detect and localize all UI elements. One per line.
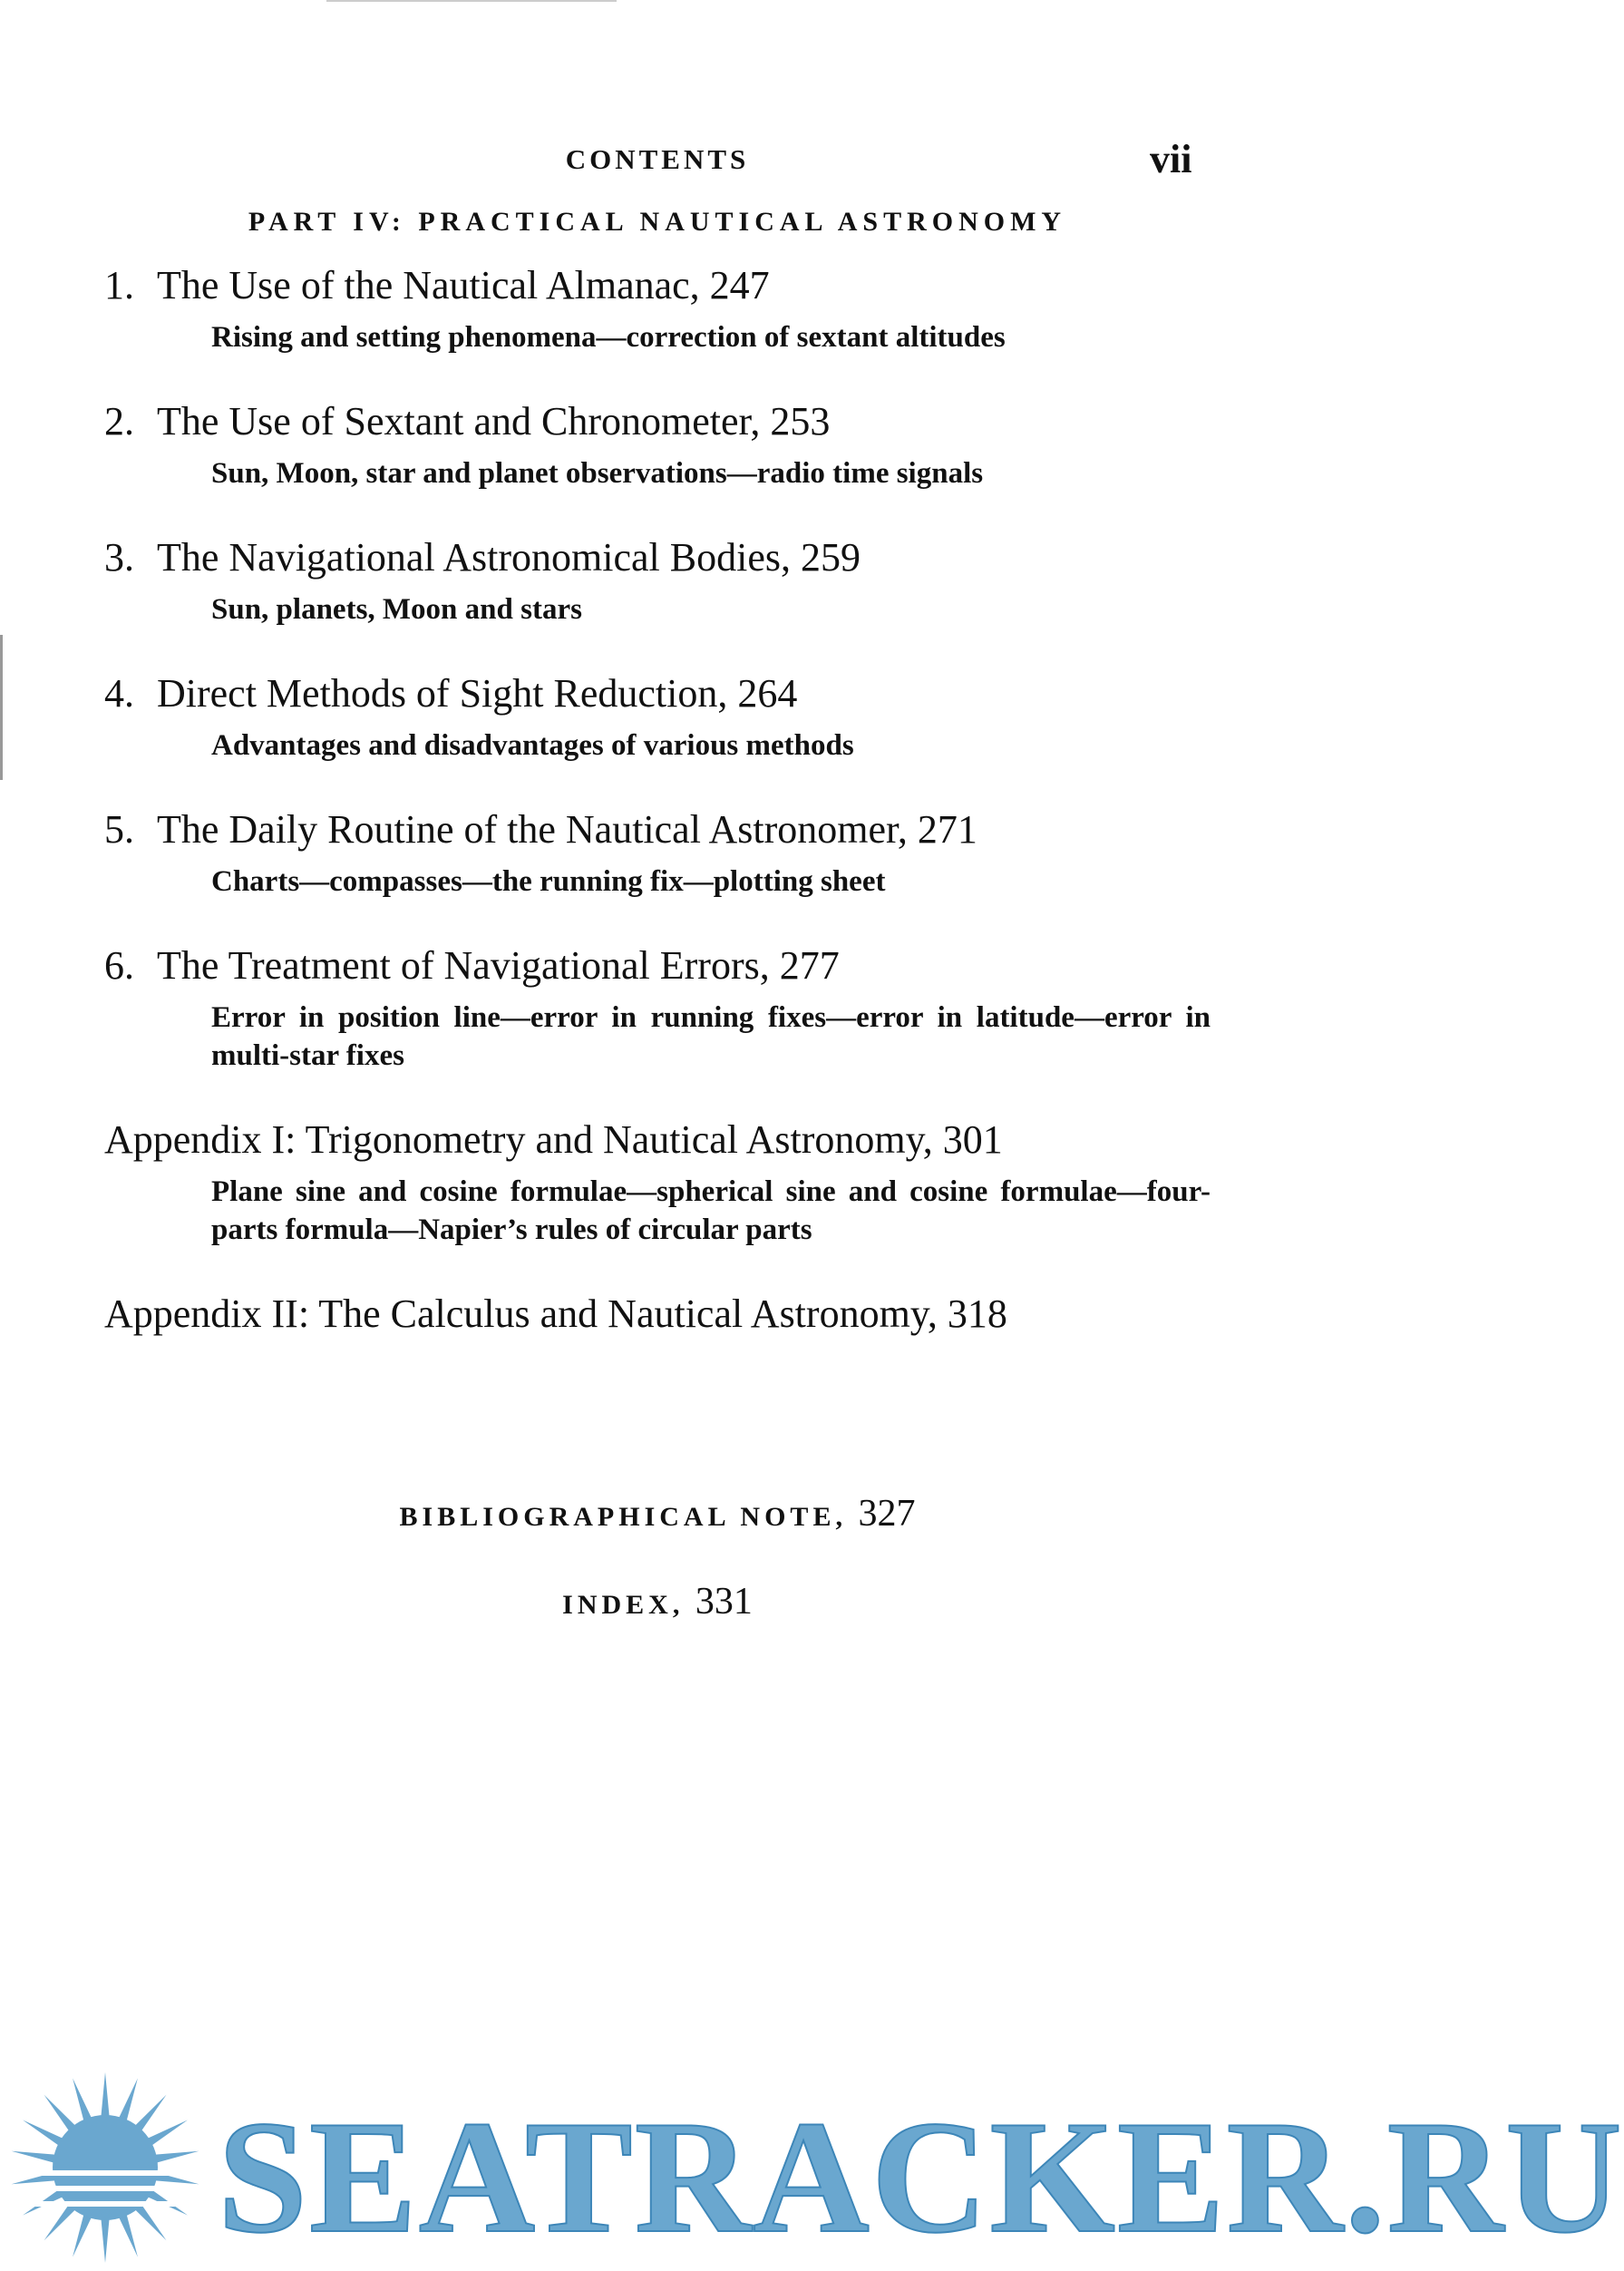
toc-entry-title: The Use of Sextant and Chronometer, 253 [157,399,831,443]
bibliography-page: 327 [858,1493,916,1535]
toc-entry-heading [104,395,1211,449]
running-head [0,136,1413,181]
index-page: 331 [695,1581,753,1623]
running-title: CONTENTS [565,143,750,175]
toc-entry-number: 5. [104,807,134,852]
toc-entry [104,939,1211,1075]
sun-icon [5,2063,214,2263]
toc-entry-heading [104,531,1211,585]
toc-entry-heading [104,939,1211,993]
toc-entry-title: The Use of the Nautical Almanac, 247 [157,263,770,307]
toc-entry-number: 1. [104,263,134,307]
toc-entry-heading [104,258,1211,313]
toc-entry-title: The Treatment of Navigational Errors, 277 [157,943,840,988]
toc-entry-title: The Navigational Astronomical Bodies, 259 [157,535,861,580]
scan-edge-mark [0,635,3,780]
toc-entry-title: Direct Methods of Sight Reduction, 264 [157,671,798,716]
toc-entry-description: Sun, Moon, star and planet observations—radio time signals [211,457,984,490]
bibliographical-note-entry [0,1492,1315,1535]
toc-entry-description: Sun, planets, Moon and stars [211,593,582,626]
toc-appendix-title: Appendix I: Trigonometry and Nautical Astronomy, 301 [104,1117,1003,1162]
watermark-text: SEATRACKER.RU [218,2087,1624,2266]
bibliography-label: BIBLIOGRAPHICAL NOTE, [399,1502,847,1532]
toc-entry-description: Rising and setting phenomena—correction of sextant altitudes [211,321,1006,354]
toc-appendix [104,1113,1211,1249]
toc-appendix-description: Plane sine and cosine formulae—spherical sine and cosine formulae—four-parts formula—Napier’s rules of circular parts [211,1175,1211,1246]
toc-appendix-title: Appendix II: The Calculus and Nautical Astronomy, 318 [104,1291,1007,1336]
toc-entry-description: Error in position line—error in running fixes—error in latitude—error in multi-star fixes [211,1001,1211,1072]
page-number: vii [1150,137,1192,181]
toc-entry [104,531,1211,629]
toc-entry-heading [104,803,1211,857]
toc-entry-description: Advantages and disadvantages of various methods [211,729,854,762]
toc-entry-number: 3. [104,535,134,580]
toc-entry-number: 6. [104,943,134,988]
scan-edge-mark [326,0,617,2]
table-of-contents [104,258,1211,1379]
toc-entry-title: The Daily Routine of the Nautical Astronomer, 271 [157,807,977,852]
toc-entry-description: Charts—compasses—the running fix—plotting sheet [211,865,886,898]
toc-appendix [104,1287,1211,1341]
part-title: PART IV: PRACTICAL NAUTICAL ASTRONOMY [248,207,1067,237]
toc-entry [104,667,1211,765]
toc-entry [104,395,1211,492]
toc-entry-heading [104,667,1211,721]
index-label: INDEX, [562,1590,685,1620]
toc-entry [104,803,1211,901]
index-entry [0,1580,1315,1623]
toc-entry [104,258,1211,356]
toc-entry-number: 2. [104,399,134,443]
toc-entry-number: 4. [104,671,134,716]
